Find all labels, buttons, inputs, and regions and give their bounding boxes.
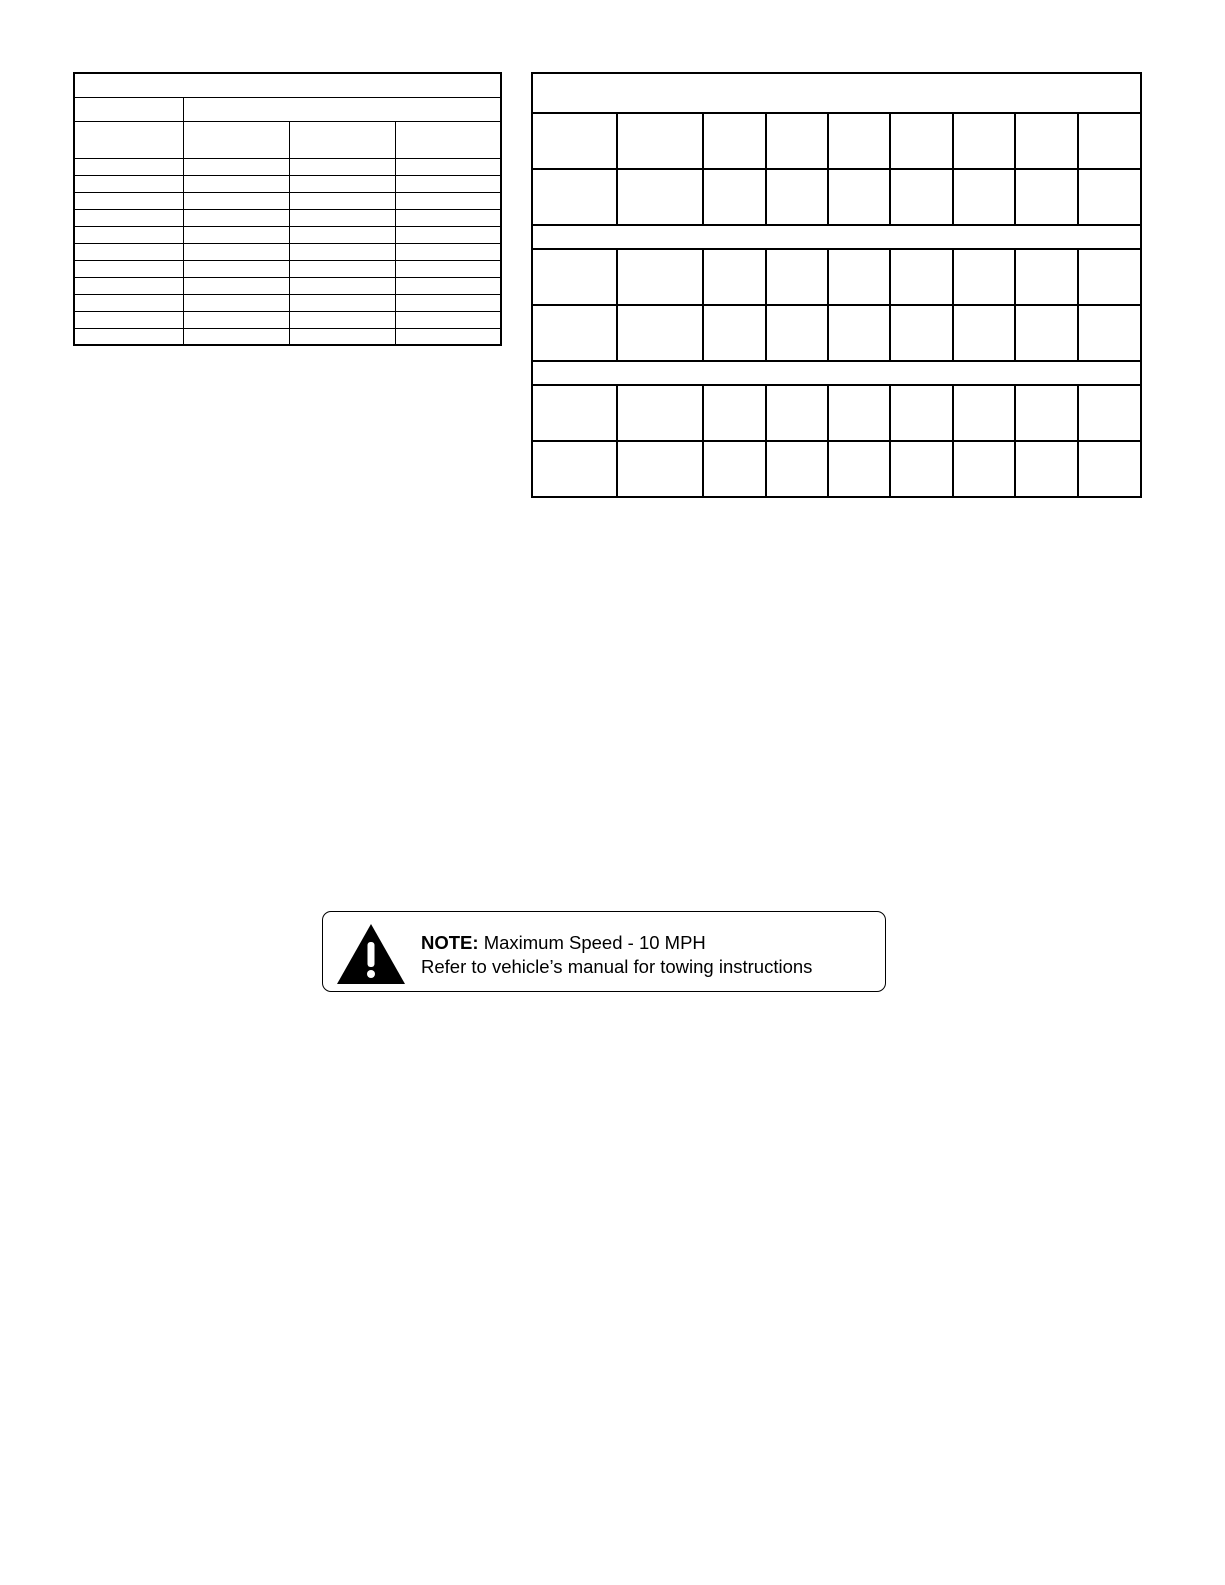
table-cell [395, 260, 501, 277]
table-cell [395, 121, 501, 158]
table-cell [183, 328, 289, 345]
table-cell [953, 169, 1015, 225]
table-cell [703, 441, 766, 497]
table-row [532, 113, 1141, 169]
table-cell [74, 73, 501, 97]
table-row [532, 305, 1141, 361]
table-cell [74, 209, 183, 226]
table-cell [74, 294, 183, 311]
table-cell [395, 243, 501, 260]
table-cell [289, 243, 395, 260]
table-cell [183, 226, 289, 243]
table-cell [74, 311, 183, 328]
table-cell [183, 209, 289, 226]
table-row [74, 311, 501, 328]
table-cell [1015, 441, 1078, 497]
table-cell [183, 121, 289, 158]
table-cell [1015, 169, 1078, 225]
table-cell [617, 305, 703, 361]
table-row [74, 260, 501, 277]
table-cell [532, 73, 1141, 113]
table-cell [395, 209, 501, 226]
table-cell [395, 175, 501, 192]
table-row [74, 277, 501, 294]
table-cell [703, 113, 766, 169]
table-cell [766, 249, 828, 305]
table-cell [890, 305, 953, 361]
table-cell [395, 158, 501, 175]
table-cell [74, 277, 183, 294]
table-row [74, 243, 501, 260]
table-row [532, 169, 1141, 225]
table-cell [289, 175, 395, 192]
table-cell [532, 169, 617, 225]
table-cell [289, 311, 395, 328]
table-cell [74, 192, 183, 209]
table-cell [953, 441, 1015, 497]
table-cell [890, 169, 953, 225]
table-cell [703, 305, 766, 361]
note-line-1 [421, 931, 812, 955]
table-cell [617, 169, 703, 225]
table-cell [1078, 305, 1141, 361]
table-cell [1078, 441, 1141, 497]
table-cell [1015, 305, 1078, 361]
table-header-row [74, 97, 501, 121]
table-cell [289, 294, 395, 311]
table-title-row [74, 73, 501, 97]
table-row [74, 209, 501, 226]
table-cell [828, 113, 890, 169]
note-box [322, 911, 886, 992]
table-cell [532, 361, 1141, 385]
table-title-row [532, 73, 1141, 113]
table-cell [183, 243, 289, 260]
table-cell [289, 260, 395, 277]
table-cell [703, 385, 766, 441]
table-cell [617, 385, 703, 441]
table-cell [953, 249, 1015, 305]
table-cell [828, 441, 890, 497]
right-spec-table [531, 72, 1142, 498]
table-cell [703, 169, 766, 225]
note-text [421, 931, 812, 979]
table-cell [532, 305, 617, 361]
table-row [74, 158, 501, 175]
table-cell [395, 311, 501, 328]
table-cell [395, 277, 501, 294]
table-cell [395, 192, 501, 209]
table-cell [183, 192, 289, 209]
table-cell [74, 260, 183, 277]
table-cell [74, 328, 183, 345]
table-cell [953, 385, 1015, 441]
table-cell [289, 209, 395, 226]
table-cell [74, 121, 183, 158]
table-cell [532, 113, 617, 169]
table-cell [289, 192, 395, 209]
table-cell [289, 277, 395, 294]
table-cell [1015, 385, 1078, 441]
table-cell [289, 328, 395, 345]
table-cell [183, 175, 289, 192]
table-cell [532, 441, 617, 497]
table-cell [183, 97, 501, 121]
table-cell [890, 249, 953, 305]
table-row [532, 385, 1141, 441]
table-cell [532, 225, 1141, 249]
table-cell [766, 305, 828, 361]
table-cell [183, 294, 289, 311]
table-cell [890, 441, 953, 497]
table-cell [890, 113, 953, 169]
table-cell [289, 121, 395, 158]
table-cell [395, 328, 501, 345]
table-cell [828, 249, 890, 305]
table-row [74, 226, 501, 243]
table-cell [1078, 169, 1141, 225]
table-row [532, 441, 1141, 497]
table-cell [766, 385, 828, 441]
table-cell [953, 305, 1015, 361]
table-cell [1078, 385, 1141, 441]
table-cell [74, 158, 183, 175]
table-section-row [532, 361, 1141, 385]
table-cell [74, 175, 183, 192]
table-cell [766, 441, 828, 497]
note-speed-text: Maximum Speed - 10 MPH [483, 932, 706, 953]
table-cell [617, 113, 703, 169]
table-cell [828, 169, 890, 225]
table-cell [1015, 249, 1078, 305]
table-header-row [74, 121, 501, 158]
note-line-2: Refer to vehicle’s manual for towing instructions [421, 956, 813, 977]
table-cell [183, 277, 289, 294]
table-cell [828, 305, 890, 361]
table-cell [74, 226, 183, 243]
table-cell [74, 243, 183, 260]
table-cell [890, 385, 953, 441]
table-cell [1078, 249, 1141, 305]
table-cell [617, 441, 703, 497]
table-row [74, 192, 501, 209]
table-cell [1078, 113, 1141, 169]
table-row [74, 294, 501, 311]
table-section-row [532, 225, 1141, 249]
table-cell [532, 385, 617, 441]
table-row [532, 249, 1141, 305]
table-cell [532, 249, 617, 305]
table-cell [183, 158, 289, 175]
table-cell [183, 311, 289, 328]
table-cell [953, 113, 1015, 169]
table-cell [1015, 113, 1078, 169]
table-cell [703, 249, 766, 305]
table-cell [766, 169, 828, 225]
table-row [74, 175, 501, 192]
table-cell [289, 226, 395, 243]
table-cell [74, 97, 183, 121]
table-cell [289, 158, 395, 175]
table-cell [766, 113, 828, 169]
table-cell [395, 226, 501, 243]
table-cell [395, 294, 501, 311]
table-cell [828, 385, 890, 441]
table-cell [617, 249, 703, 305]
table-cell [183, 260, 289, 277]
note-label: NOTE: [421, 932, 479, 953]
warning-icon [335, 922, 407, 986]
table-row [74, 328, 501, 345]
left-spec-table [73, 72, 502, 346]
